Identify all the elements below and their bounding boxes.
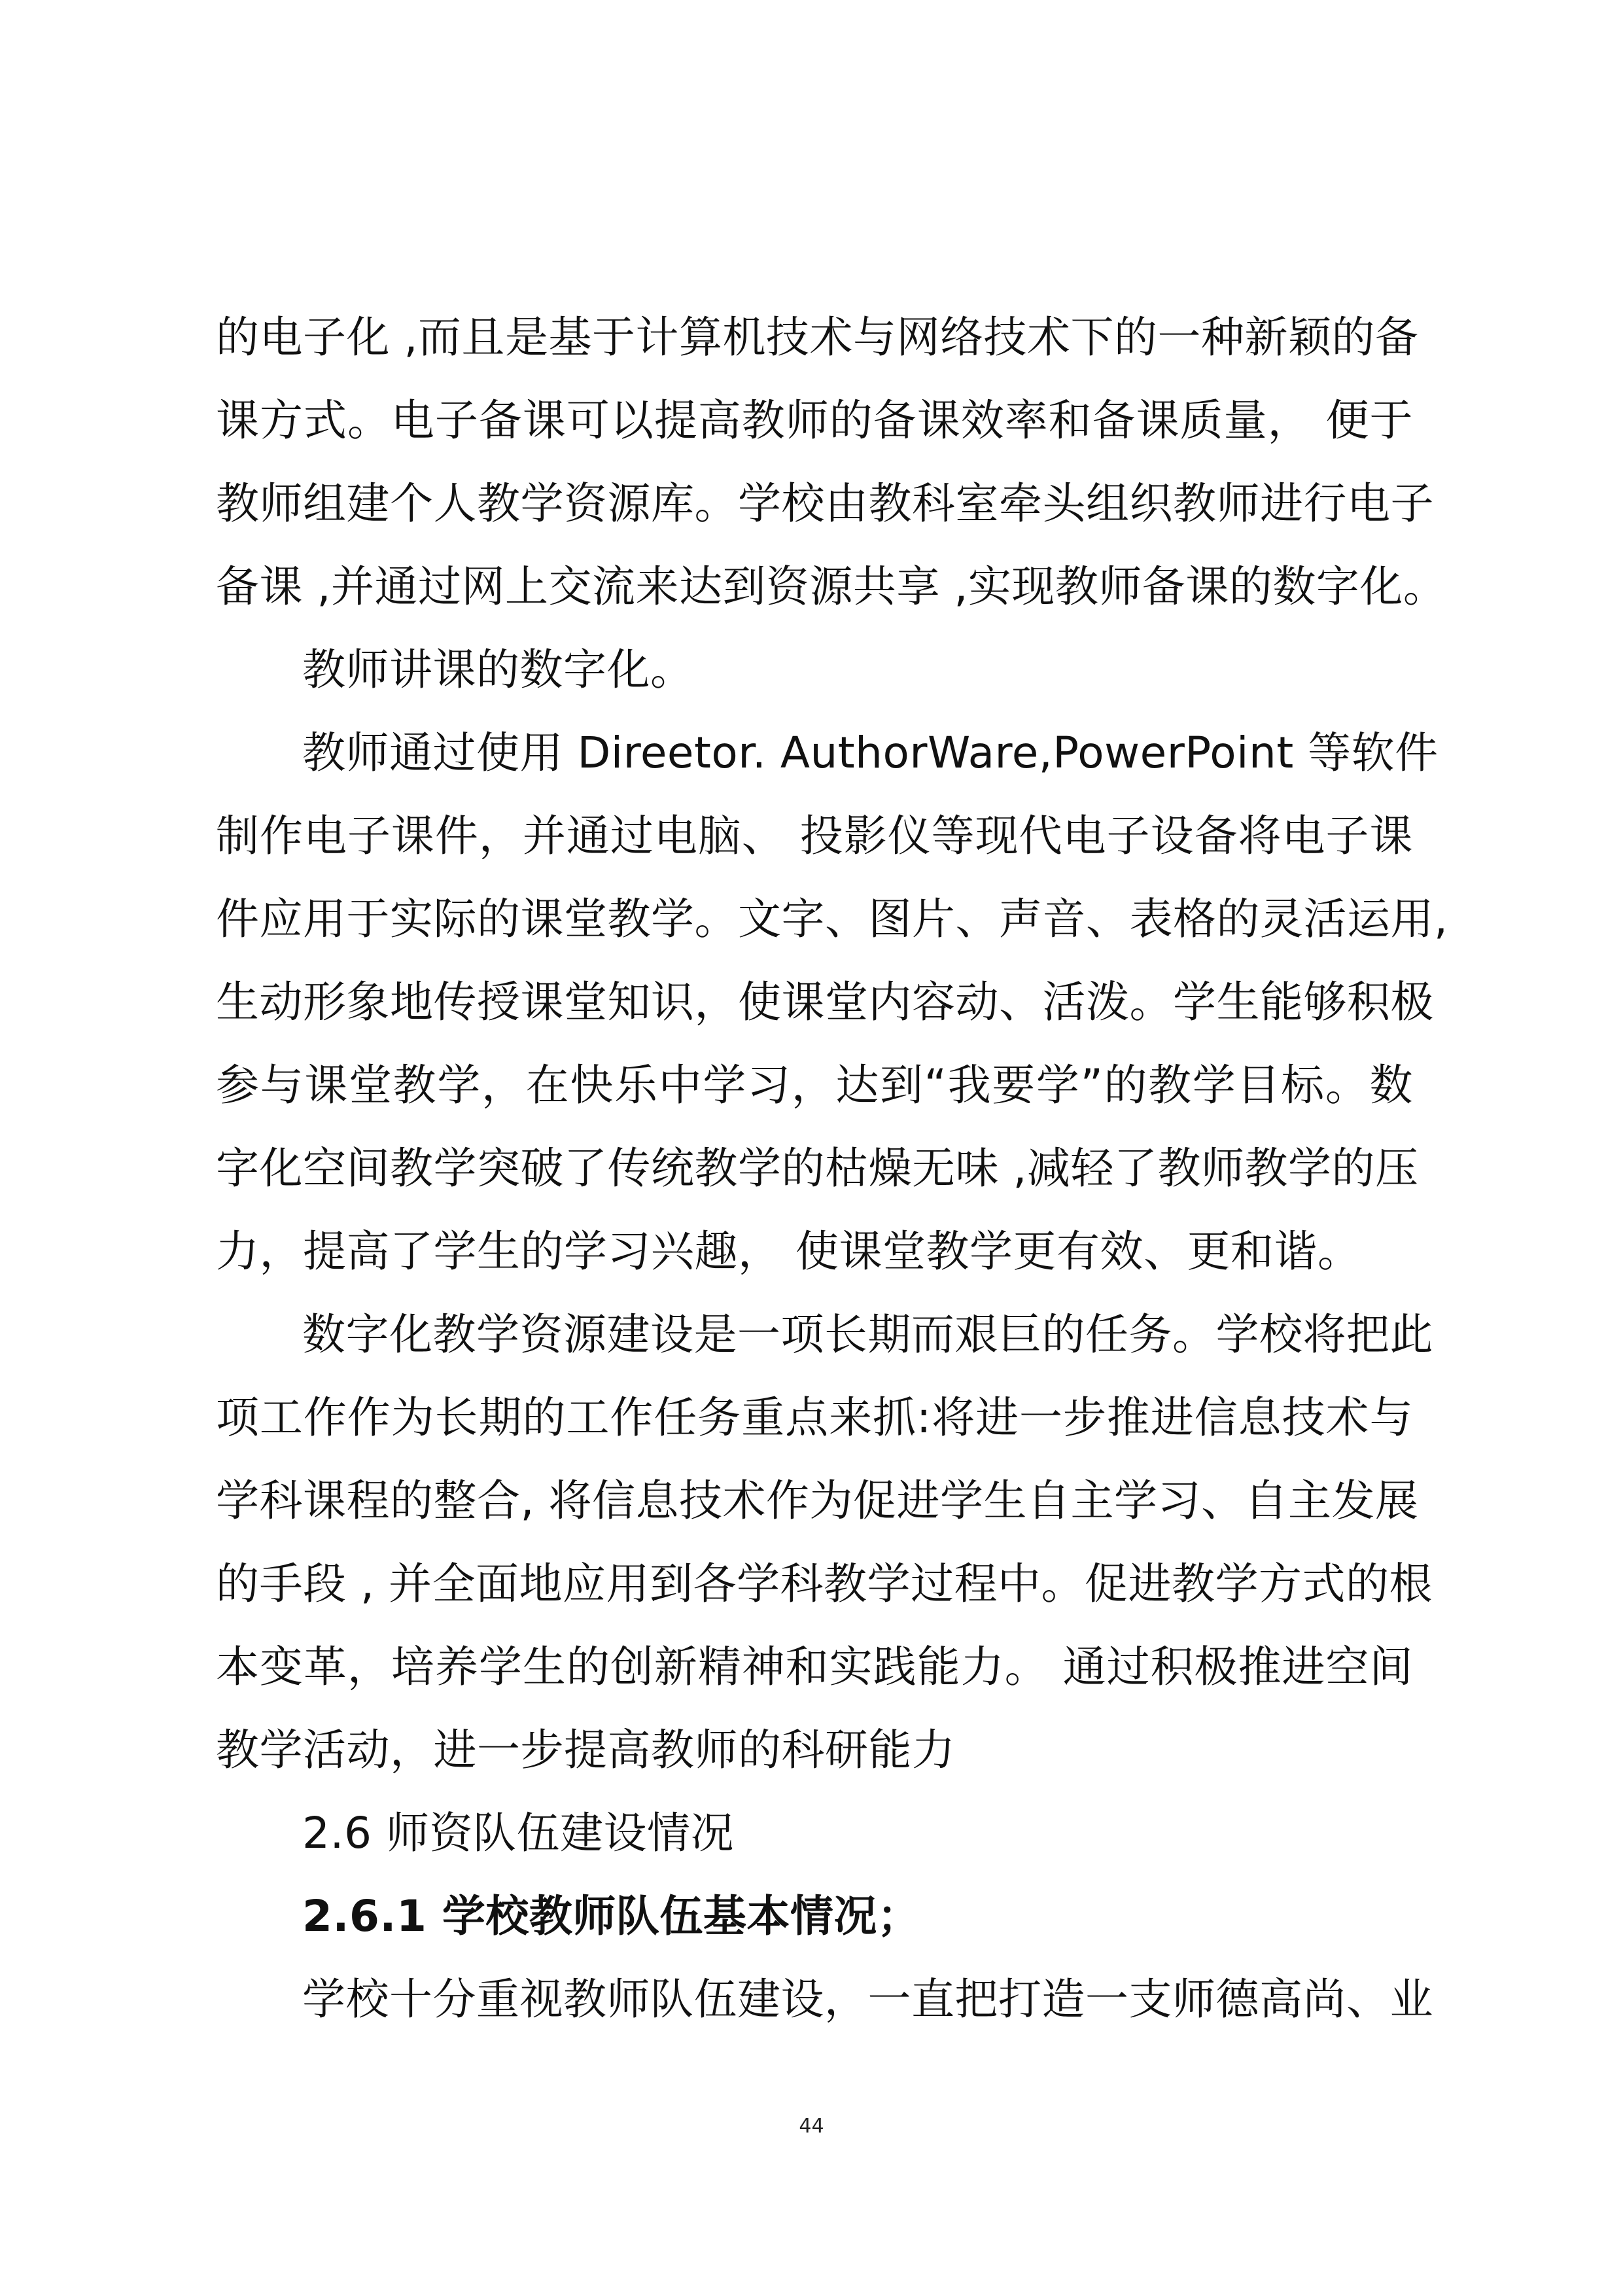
- paragraph-line: 教师组建个人教学资源库。学校由教科室牵头组织教师进行电子: [216, 478, 1434, 529]
- paragraph-line: 课方式。电子备课可以提高教师的备课效率和备课质量， 便于: [216, 395, 1413, 446]
- paragraph-line: 生动形象地传授课堂知识，使课堂内容动、活泼。学生能够积极: [216, 977, 1434, 1027]
- paragraph-line: 字化空间教学突破了传统教学的枯燥无味 ,减轻了教师教学的压: [216, 1143, 1419, 1193]
- paragraph-line: 制作电子课件，并通过电脑、 投影仪等现代电子设备将电子课: [216, 811, 1413, 861]
- paragraph-line: 教学活动，进一步提高教师的科研能力: [216, 1725, 956, 1775]
- paragraph-line: 数字化教学资源建设是一项长期而艰巨的任务。学校将把此: [302, 1309, 1433, 1360]
- section-heading: 2.6 师资队伍建设情况: [302, 1808, 734, 1858]
- paragraph-line: 学校十分重视教师队伍建设，一直把打造一支师德高尚、业: [302, 1974, 1433, 2024]
- paragraph-line: 力，提高了学生的学习兴趣， 使课堂教学更有效、更和谐。: [216, 1226, 1361, 1277]
- paragraph-line: 学科课程的整合, 将信息技术作为促进学生自主学习、自主发展: [216, 1475, 1419, 1526]
- subsection-heading: 2.6.1 学校教师队伍基本情况；: [302, 1891, 921, 1941]
- paragraph-line: 件应用于实际的课堂教学。文字、图片、声音、表格的灵活运用,: [216, 894, 1448, 944]
- paragraph-line: 参与课堂教学，在快乐中学习，达到“我要学”的教学目标。数: [216, 1060, 1413, 1110]
- body-text: [216, 296, 1448, 2041]
- paragraph-line: 的手段 , 并全面地应用到各学科教学过程中。促进教学方式的根: [216, 1559, 1433, 1609]
- paragraph-line: 备课 ,并通过网上交流来达到资源共享 ,实现教师备课的数字化。: [216, 561, 1447, 612]
- paragraph-line: 项工作作为长期的工作任务重点来抓:将进一步推进信息技术与: [216, 1392, 1413, 1443]
- paragraph-line: 教师通过使用 Direetor. AuthorWare,PowerPoint 等软件: [302, 728, 1439, 778]
- page-number: 44: [799, 2115, 824, 2138]
- paragraph-line: 本变革，培养学生的创新精神和实践能力。 通过积极推进空间: [216, 1642, 1413, 1692]
- paragraph-heading-line: 教师讲课的数字化。: [302, 645, 694, 695]
- paragraph-line: 的电子化 ,而且是基于计算机技术与网络技术下的一种新颖的备: [216, 312, 1419, 362]
